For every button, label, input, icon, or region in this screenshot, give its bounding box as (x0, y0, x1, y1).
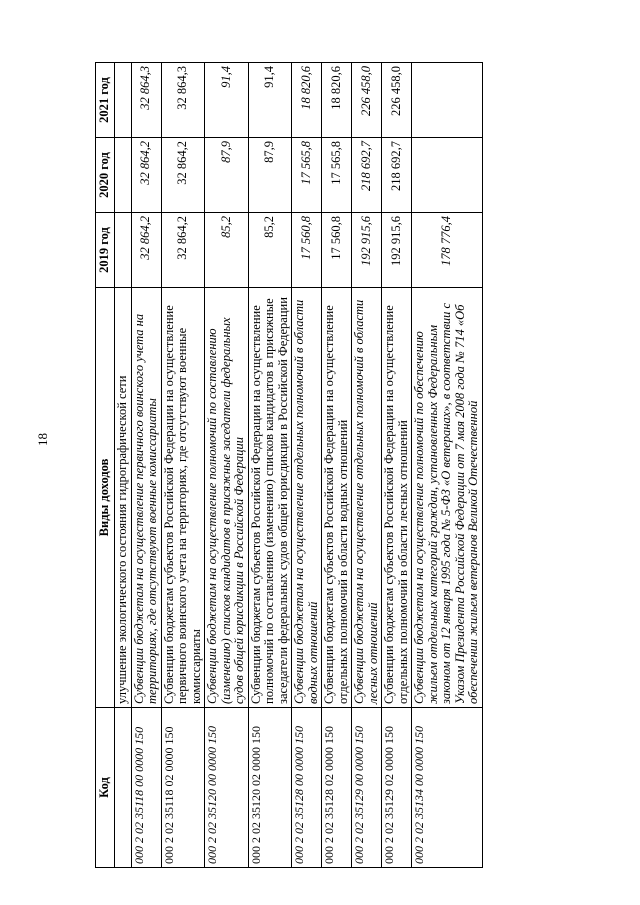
row-code: 000 2 02 35129 00 0000 150 (352, 708, 382, 868)
row-value-2021: 32 864,3 (161, 63, 205, 138)
row-code: 000 2 02 35120 02 0000 150 (248, 708, 292, 868)
row-value-2019: 192 915,6 (382, 213, 412, 288)
revenue-table (95, 62, 483, 868)
row-value-2021: 226 458,0 (352, 63, 382, 138)
row-value-2019: 32 864,2 (131, 213, 161, 288)
table-row (248, 63, 292, 868)
row-value-2019: 17 560,8 (292, 213, 322, 288)
row-value-2020: 87,9 (205, 138, 249, 213)
row-value-2021: 18 820,6 (322, 63, 352, 138)
row-value-2020: 17 565,8 (292, 138, 322, 213)
row-name: Субвенции бюджетам на осуществление отдельных полномочий в области водных отношений (292, 288, 322, 708)
table-row (322, 63, 352, 868)
revenue-table-container (95, 63, 557, 868)
table-row (131, 63, 161, 868)
table-header-row (96, 63, 115, 868)
row-value-2021: 226 458,0 (382, 63, 412, 138)
row-value-2021: 91,4 (248, 63, 292, 138)
table-body (115, 63, 483, 868)
table-row (161, 63, 205, 868)
row-value-2019: 17 560,8 (322, 213, 352, 288)
row-name: Субвенции бюджетам субъектов Российской Федерации на осуществление полномочий по составлению (изменению) списков кандидатов в присяжные заседатели федеральных судов общей юрисдикции в Российской Федерации (248, 288, 292, 708)
row-value-2019: 192 915,6 (352, 213, 382, 288)
row-value-2019: 85,2 (205, 213, 249, 288)
row-value-2021 (115, 63, 132, 138)
header-2021: 2021 год (96, 63, 115, 138)
row-value-2020: 218 692,7 (382, 138, 412, 213)
row-code: 000 2 02 35134 00 0000 150 (412, 708, 483, 868)
row-name: Субвенции бюджетам субъектов Российской Федерации на осуществление первичного воинского учета на территориях, где отсутствуют военные комиссариаты (161, 288, 205, 708)
row-code: 000 2 02 35128 02 0000 150 (322, 708, 352, 868)
row-code: 000 2 02 35128 00 0000 150 (292, 708, 322, 868)
header-2020: 2020 год (96, 138, 115, 213)
row-value-2020: 32 864,2 (161, 138, 205, 213)
row-value-2021: 32 864,3 (131, 63, 161, 138)
table-row (205, 63, 249, 868)
row-name: Субвенции бюджетам на осуществление полномочий по составлению (изменению) списков кандидатов в присяжные заседатели федеральных судов общей юрисдикции в Российской Федерации (205, 288, 249, 708)
table-row (352, 63, 382, 868)
row-name: Субвенции бюджетам субъектов Российской Федерации на осуществление отдельных полномочий в области лесных отношений (382, 288, 412, 708)
row-value-2020: 17 565,8 (322, 138, 352, 213)
header-2019: 2019 год (96, 213, 115, 288)
table-row (412, 63, 483, 868)
row-value-2019: 32 864,2 (161, 213, 205, 288)
row-code: 000 2 02 35118 00 0000 150 (131, 708, 161, 868)
row-code: 000 2 02 35129 02 0000 150 (382, 708, 412, 868)
row-name: Субвенции бюджетам на осуществление отдельных полномочий в области лесных отношений (352, 288, 382, 708)
row-name: улучшение экологического состояния гидрографической сети (115, 288, 132, 708)
row-value-2020: 32 864,2 (131, 138, 161, 213)
row-name: Субвенции бюджетам субъектов Российской Федерации на осуществление отдельных полномочий в области водных отношений (322, 288, 352, 708)
page-number: 18 (35, 433, 50, 446)
row-code: 000 2 02 35120 00 0000 150 (205, 708, 249, 868)
row-code: 000 2 02 35118 02 0000 150 (161, 708, 205, 868)
table-row (292, 63, 322, 868)
row-value-2020 (115, 138, 132, 213)
row-code (115, 708, 132, 868)
row-value-2019 (115, 213, 132, 288)
row-value-2020 (412, 138, 483, 213)
header-code: Код (96, 708, 115, 868)
row-value-2021: 91,4 (205, 63, 249, 138)
row-value-2019: 85,2 (248, 213, 292, 288)
row-value-2021 (412, 63, 483, 138)
row-value-2020: 218 692,7 (352, 138, 382, 213)
row-value-2019: 178 776,4 (412, 213, 483, 288)
row-name: Субвенции бюджетам на осуществление первичного воинского учета на территориях, где отсутствуют военные комиссариаты (131, 288, 161, 708)
row-value-2021: 18 820,6 (292, 63, 322, 138)
header-name: Виды доходов (96, 288, 115, 708)
table-row (382, 63, 412, 868)
row-value-2020: 87,9 (248, 138, 292, 213)
table-row (115, 63, 132, 868)
row-name: Субвенции бюджетам на осуществление полномочий по обеспечению жильем отдельных категорий граждан, установленных Федеральным законом от 12 января 1995 года № 5-ФЗ «О ветеранах», в соответствии с Указом Президента Российской Федерации от 7 мая 2008 года № 714 «Об обеспечении жильем ветеранов Великой Отечественной (412, 288, 483, 708)
